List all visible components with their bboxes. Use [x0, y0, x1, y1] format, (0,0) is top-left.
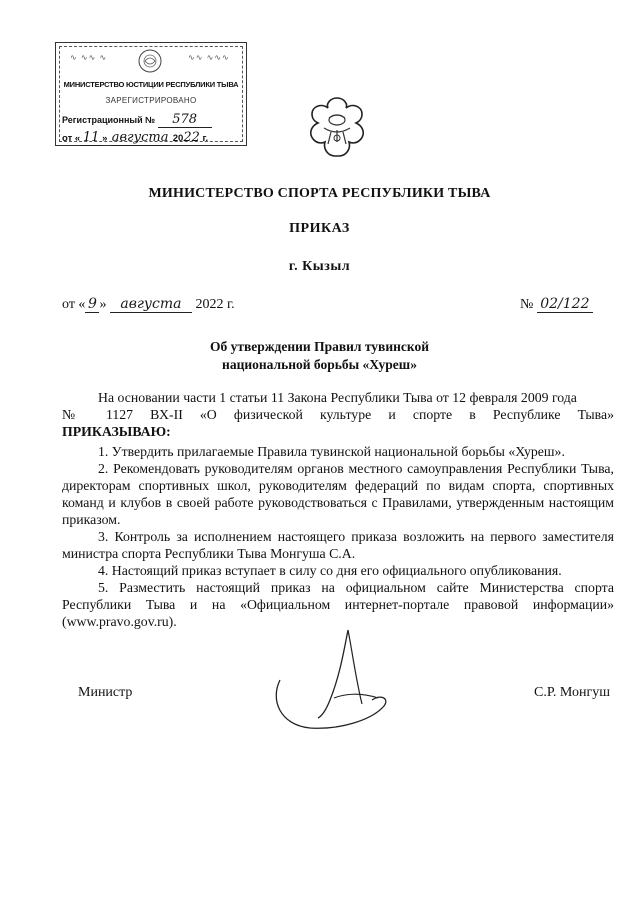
subject-line-1: Об утверждении Правил тувинской [209, 339, 430, 354]
order-item-1: 1. Утвердить прилагаемые Правила тувинской национальной борьбы «Хуреш». [98, 444, 565, 459]
order-item-3: 3. Контроль за исполнением настоящего приказа возложить на первого заместителя министра спорта Республики Тыва Монгуша С.А. [62, 529, 614, 561]
stamp-reg-row [62, 112, 212, 128]
order-number [520, 296, 593, 313]
order-date-day: 9 [85, 296, 99, 313]
order-number-prefix: № [520, 297, 534, 312]
order-date-mid: » [99, 297, 107, 312]
subject-line-2: национальной борьбы «Хуреш» [222, 357, 417, 372]
coat-of-arms-icon [302, 94, 372, 164]
preamble-line-2: № 1127 ВХ-II «О физической культуре и спорте в Республике Тыва» [62, 407, 614, 422]
registration-stamp [55, 42, 247, 146]
stamp-year-prefix: 20 [172, 133, 184, 144]
city: г. Кызыл [288, 259, 351, 274]
order-subject [0, 338, 639, 374]
signer-name: С.Р. Монгуш [534, 685, 610, 700]
stamp-quote-close: » [102, 133, 108, 144]
preamble-line-1: На основании части 1 статьи 11 Закона Республики Тыва от 12 февраля 2009 года [98, 390, 577, 405]
preamble [62, 389, 614, 440]
order-item-5: 5. Разместить настоящий приказ на официальном сайте Министерства спорта Республики Тыва и на «Официальном интернет-портале правовой информации» (www.pravo.gov.ru). [62, 580, 614, 629]
order-date-year: 2022 г. [195, 297, 235, 312]
stamp-ornament-left: ∿ ∿∿ ∿ [70, 53, 108, 62]
order-item-4: 4. Настоящий приказ вступает в силу со дня его официального опубликования. [98, 563, 562, 578]
stamp-ornament-right: ∿∿ ∿∿∿ [188, 53, 230, 62]
stamp-registered: ЗАРЕГИСТРИРОВАНО [105, 96, 197, 105]
stamp-from-label: от « [62, 133, 81, 144]
minister-position: Министр [78, 685, 133, 700]
order-date-month: августа [110, 296, 192, 313]
stamp-emblem-icon [137, 47, 163, 75]
order-items [62, 443, 614, 630]
ministry-title: МИНИСТЕРСТВО СПОРТА РЕСПУБЛИКИ ТЫВА [148, 186, 491, 201]
document-type: ПРИКАЗ [289, 221, 350, 236]
stamp-reg-label: Регистрационный № [62, 115, 156, 125]
command-word: ПРИКАЗЫВАЮ: [62, 424, 171, 439]
order-number-value: 02/122 [537, 296, 593, 313]
signature-icon [260, 620, 410, 735]
stamp-year-end: г. [202, 133, 209, 144]
stamp-date-row [62, 130, 208, 146]
order-item-2: 2. Рекомендовать руководителям органов местного самоуправления Республики Тыва, директорам спортивных школ, руководителям федераций по видам спорта, спортивных команд и клубов в своей работе руководствоваться с Правилами, утвержденным настоящим приказом. [62, 461, 614, 527]
stamp-month: августа [111, 130, 169, 145]
order-date [62, 296, 235, 313]
stamp-year-suffix: 22 [183, 130, 200, 145]
stamp-ministry: МИНИСТЕРСТВО ЮСТИЦИИ РЕСПУБЛИКИ ТЫВА [63, 80, 239, 89]
order-date-prefix: от « [62, 297, 86, 312]
stamp-reg-number: 578 [158, 112, 212, 128]
stamp-day: 11 [80, 130, 102, 146]
